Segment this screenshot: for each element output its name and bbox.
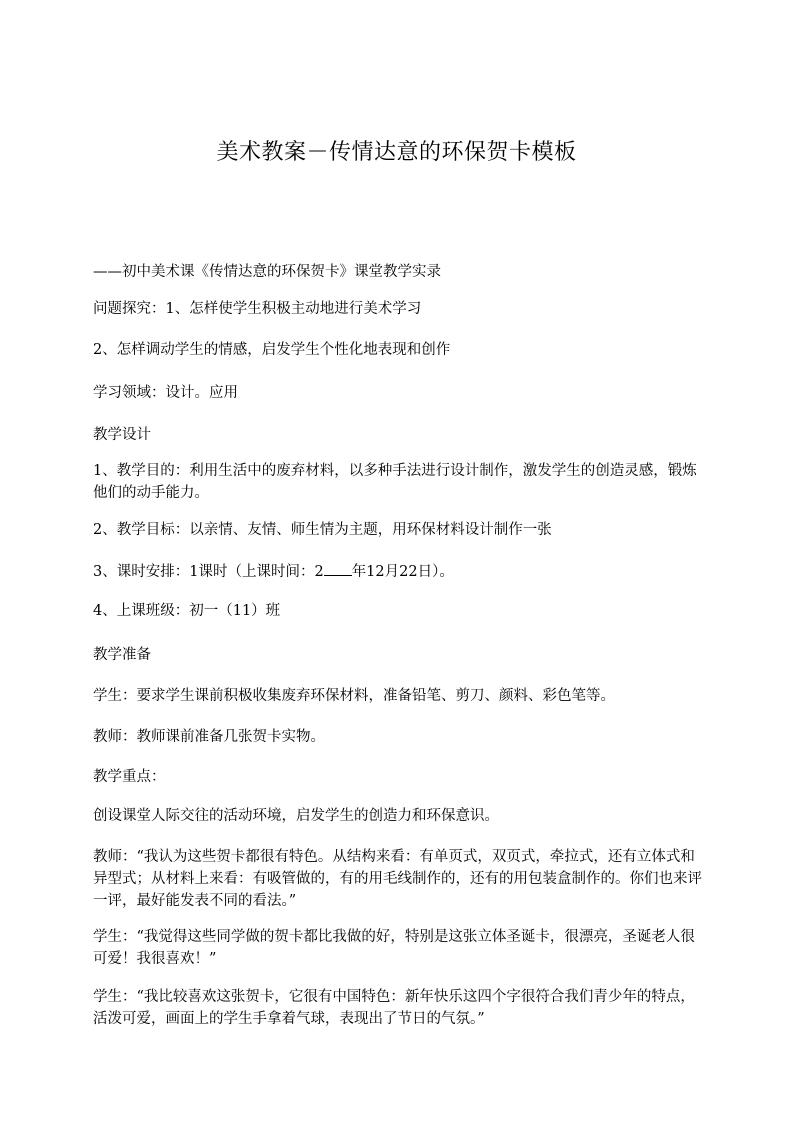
problem-1: 问题探究：1、怎样使学生积极主动地进行美术学习 xyxy=(93,301,422,317)
dialog-student-2: 学生：“我比较喜欢这张贺卡，它很有中国特色：新年快乐这四个字很符合我们青少年的特点，活泼可爱，画面上的学生手拿着气球，表现出了节日的气氛。” xyxy=(93,989,695,1027)
blank-underline xyxy=(324,561,352,576)
prep-teacher: 教师：教师课前准备几张贺卡实物。 xyxy=(93,729,325,745)
design-item-4: 4、上课班级：初一（11）班 xyxy=(93,603,281,619)
design-item-3-end: 年12月22日）。 xyxy=(351,564,454,580)
design-item-2: 2、教学目标：以亲情、友情、师生情为主题，用环保材料设计制作一张 xyxy=(93,522,552,538)
prep-student: 学生：要求学生课前积极收集废弃环保材料，准备铅笔、剪刀、颜料、彩色笔等。 xyxy=(93,688,615,704)
prep-heading: 教学准备 xyxy=(93,647,151,663)
page-title: 美术教案－传情达意的环保贺卡模板 xyxy=(216,140,577,165)
dialog-teacher: 教师：“我认为这些贺卡都很有特色。从结构来看：有单页式，双页式，牵拉式，还有立体式和异型式；从材料上来看：有吸管做的，有的用毛线制作的，还有的用包装盒制作的。你们也来评一评，最好能发表不同的看法。” xyxy=(93,849,702,909)
subtitle: ——初中美术课《传情达意的环保贺卡》课堂教学实录 xyxy=(93,264,441,280)
focus-heading: 教学重点： xyxy=(93,769,166,785)
design-item-3-start: 3、课时安排：1课时（上课时间：2 xyxy=(93,564,324,580)
design-item-3 xyxy=(93,561,705,582)
dialog-student-1: 学生：“我觉得这些同学做的贺卡都比我做的好，特别是这张立体圣诞卡，很漂亮，圣诞老人很可爱！我很喜欢！” xyxy=(93,929,695,967)
focus-text: 创设课堂人际交往的活动环境，启发学生的创造力和环保意识。 xyxy=(93,808,499,824)
design-heading: 教学设计 xyxy=(93,427,151,443)
learning-field: 学习领域：设计。应用 xyxy=(93,385,238,401)
design-item-1: 1、教学目的：利用生活中的废弃材料，以多种手法进行设计制作，激发学生的创造灵感，锻炼他们的动手能力。 xyxy=(93,463,697,501)
problem-2: 2、怎样调动学生的情感，启发学生个性化地表现和创作 xyxy=(93,342,451,358)
